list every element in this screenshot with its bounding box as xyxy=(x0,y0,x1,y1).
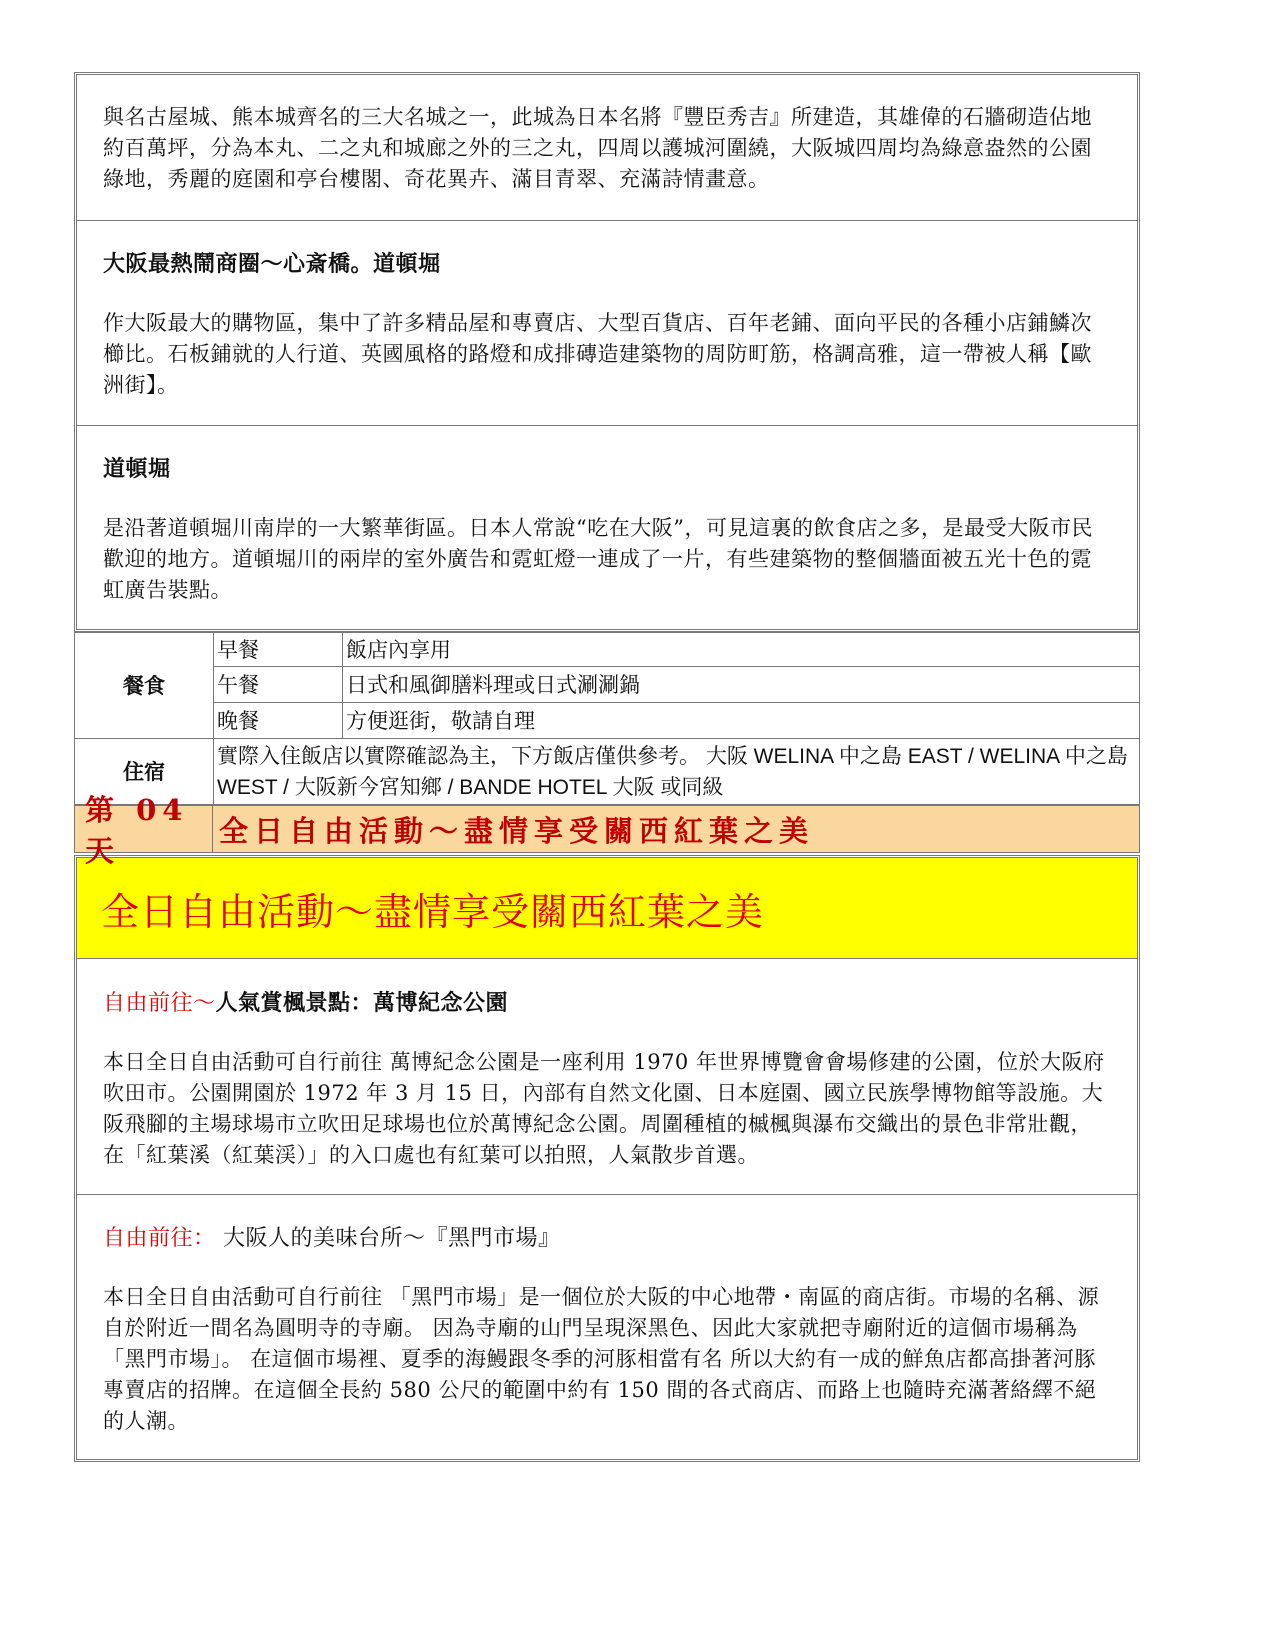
meal-row xyxy=(75,703,1140,739)
meals-lodging-table xyxy=(74,632,1140,805)
kuromon-prefix: 自由前往： xyxy=(103,1226,216,1251)
shinsaibashi-body: 作大阪最大的購物區，集中了許多精品屋和專賣店、大型百貨店、百年老鋪、面向平民的各種小店鋪鱗次櫛比。石板鋪就的人行道、英國風格的路燈和成排磚造建築物的周防町筋，格調高雅，這一帶被人稱【歐洲街】。 xyxy=(103,311,1092,397)
expo-park-section xyxy=(77,959,1137,1195)
day4-attractions-box xyxy=(74,855,1140,1462)
day-number: 第 04 天 xyxy=(85,793,189,868)
meals-label: 餐食 xyxy=(75,633,214,739)
meal-name: 午餐 xyxy=(214,667,343,703)
expo-park-prefix: 自由前往～ xyxy=(103,991,216,1016)
osaka-castle-paragraph: 與名古屋城、熊本城齊名的三大名城之一，此城為日本名將『豐臣秀吉』所建造，其雄偉的石牆砌造佔地約百萬坪，分為本丸、二之丸和城廊之外的三之丸，四周以護城河圍繞，大阪城四周均為綠意盎然的公園綠地，秀麗的庭園和亭台樓閣、奇花異卉、滿目青翠、充滿詩情畫意。 xyxy=(103,105,1092,191)
day-header-bar xyxy=(74,793,1140,868)
lodging-row xyxy=(75,739,1140,805)
kuromon-body: 本日全日自由活動可自行前往 「黑門市場」是一個位於大阪的中心地帶・南區的商店街。市場的名稱、源自於附近一間名為圓明寺的寺廟。 因為寺廟的山門呈現深黑色、因此大家就把寺廟附近的這個市場稱為「黑門市場」。 在這個市場裡、夏季的海鰻跟冬季的河豚相當有名 所以大約有一成的鮮魚店都高掛著河豚專賣店的招牌。在這個全長約 580 公尺的範圍中約有 150 間的各式商店、而路上也隨時充滿著絡繹不絕的人潮。 xyxy=(103,1285,1100,1433)
itinerary-page xyxy=(74,72,1140,1462)
shinsaibashi-section xyxy=(77,221,1137,426)
day-banner xyxy=(77,858,1137,959)
dotonbori-body: 是沿著道頓堀川南岸的一大繁華街區。日本人常說“吃在大阪”，可見這裏的飲食店之多，是最受大阪市民歡迎的地方。道頓堀川的兩岸的室外廣告和霓虹燈一連成了一片，有些建築物的整個牆面被五光十色的霓虹廣告裝點。 xyxy=(103,516,1093,602)
meal-name: 早餐 xyxy=(214,633,343,667)
day3-attractions-box xyxy=(74,72,1140,632)
meal-detail: 日式和風御膳料理或日式涮涮鍋 xyxy=(343,667,1140,703)
shinsaibashi-title: 大阪最熱鬧商圈～心斎橋。道頓堀 xyxy=(103,252,441,277)
day-number-cell xyxy=(75,793,213,868)
meal-row xyxy=(75,667,1140,703)
day-title: 全日自由活動～盡情享受關西紅葉之美 xyxy=(219,813,815,848)
expo-park-title: 人氣賞楓景點：萬博紀念公園 xyxy=(215,991,509,1016)
day-banner-title: 全日自由活動～盡情享受關西紅葉之美 xyxy=(101,889,765,934)
expo-park-body: 本日全日自由活動可自行前往 萬博紀念公園是一座利用 1970 年世界博覽會會場修建的公園，位於大阪府吹田市。公園開園於 1972 年 3 月 15 日，內部有自然文化園、日本庭園、國立民族學博物館等設施。大阪飛腳的主場球場市立吹田足球場也位於萬博紀念公園。周圍種植的槭楓與瀑布交織出的景色非常壯觀，在「紅葉溪（紅葉渓）」的入口處也有紅葉可以拍照，人氣散步首選。 xyxy=(103,1050,1105,1167)
meal-row xyxy=(75,633,1140,667)
day-title-cell xyxy=(213,809,814,850)
meal-name: 晚餐 xyxy=(214,703,343,739)
expo-park-heading xyxy=(103,986,1113,1017)
kuromon-section xyxy=(77,1195,1137,1459)
lodging-detail: 實際入住飯店以實際確認為主，下方飯店僅供參考。 大阪 WELINA 中之島 EAST / WELINA 中之島 WEST / 大阪新今宮知鄉 / BANDE HOTEL 大阪 或同級 xyxy=(214,739,1140,805)
meal-detail: 飯店內享用 xyxy=(343,633,1140,667)
kuromon-title: 大阪人的美味台所～『黑門市場』 xyxy=(215,1226,561,1251)
lodging-label: 住宿 xyxy=(75,739,214,805)
meal-detail: 方便逛街，敬請自理 xyxy=(343,703,1140,739)
osaka-castle-section xyxy=(77,75,1137,221)
dotonbori-section xyxy=(77,426,1137,629)
dotonbori-title: 道頓堀 xyxy=(103,457,171,482)
kuromon-heading xyxy=(103,1221,1113,1252)
